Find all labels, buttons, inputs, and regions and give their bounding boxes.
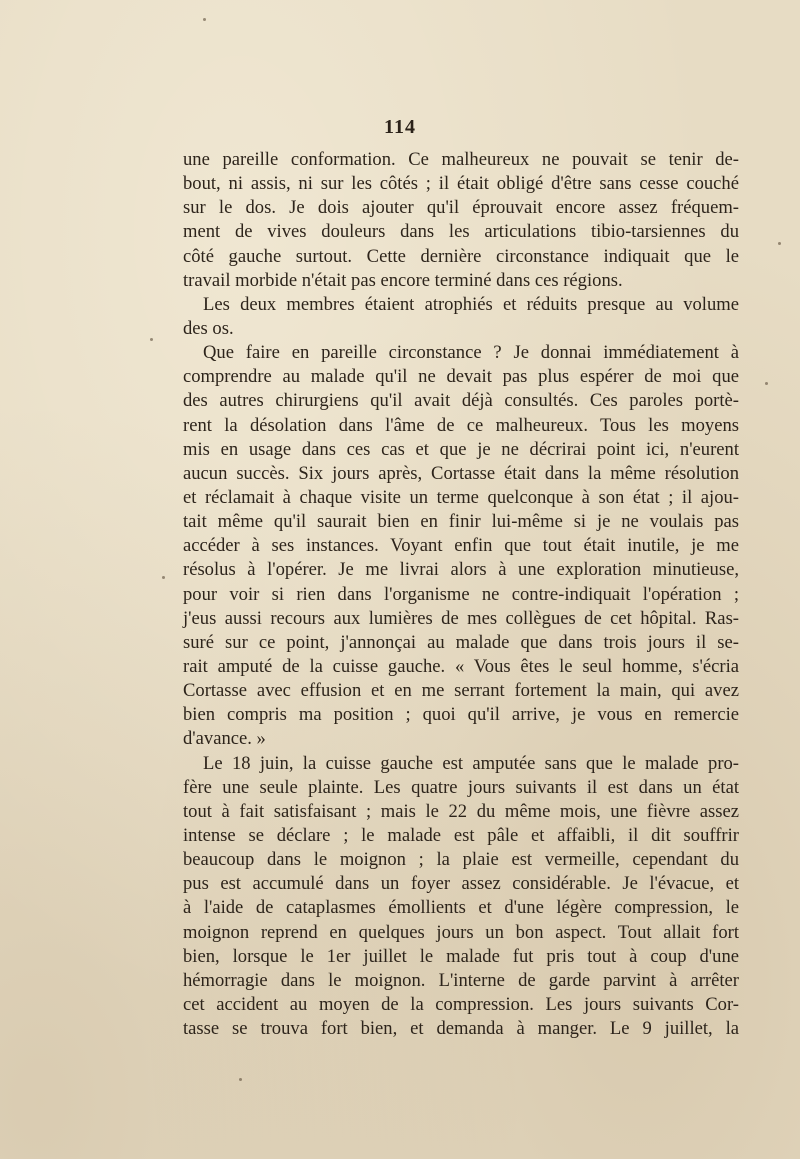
paper-speck <box>203 18 206 21</box>
body-text <box>183 148 739 1041</box>
text-line: beaucoup dans le moignon ; la plaie est vermeille, cependant du <box>183 849 739 871</box>
text-line: tout à fait satisfaisant ; mais le 22 du même mois, une fièvre assez <box>183 800 739 822</box>
text-line: j'eus aussi recours aux lumières de mes collègues de cet hôpital. Ras- <box>183 607 739 629</box>
paper-speck <box>239 1078 242 1081</box>
paper-speck <box>765 382 768 385</box>
text-line: des os. <box>183 317 234 339</box>
text-line: résolus à l'opérer. Je me livrai alors à une exploration minutieuse, <box>183 559 739 581</box>
text-line: d'avance. » <box>183 728 266 750</box>
text-line: tait même qu'il saurait bien en finir lui-même si je ne voulais pas <box>183 511 739 533</box>
text-line: bout, ni assis, ni sur les côtés ; il était obligé d'être sans cesse couché <box>183 173 739 195</box>
text-line: une pareille conformation. Ce malheureux ne pouvait se tenir de- <box>183 149 739 170</box>
text-line: à l'aide de cataplasmes émollients et d'une légère compression, le <box>183 897 739 919</box>
text-line: Les deux membres étaient atrophiés et réduits presque au volume <box>203 293 739 315</box>
text-line: moignon reprend en quelques jours un bon aspect. Tout allait fort <box>183 921 739 943</box>
text-line: Le 18 juin, la cuisse gauche est amputée sans que le malade pro- <box>203 752 739 774</box>
paper-speck <box>150 338 153 341</box>
text-line: travail morbide n'était pas encore terminé dans ces régions. <box>183 269 623 291</box>
text-line: bien, lorsque le 1er juillet le malade fut pris tout à coup d'une <box>183 945 739 967</box>
page-number: 114 <box>384 116 416 138</box>
text-line: des autres chirurgiens qu'il avait déjà consultés. Ces paroles portè- <box>183 390 739 412</box>
text-line: cet accident au moyen de la compression. Les jours suivants Cor- <box>183 993 739 1015</box>
paper-speck <box>162 576 165 579</box>
text-line: accéder à ses instances. Voyant enfin que tout était inutile, je me <box>183 535 739 557</box>
text-line: hémorragie dans le moignon. L'interne de garde parvint à arrêter <box>183 969 739 991</box>
text-line: côté gauche surtout. Cette dernière circonstance indiquait que le <box>183 245 739 267</box>
text-line: rait amputé de la cuisse gauche. « Vous êtes le seul homme, s'écria <box>183 655 739 677</box>
text-line: pour voir si rien dans l'organisme ne contre-indiquait l'opération ; <box>183 583 739 605</box>
text-line: fère une seule plainte. Les quatre jours suivants il est dans un état <box>183 776 739 798</box>
text-line: tasse se trouva fort bien, et demanda à manger. Le 9 juillet, la <box>183 1018 739 1040</box>
text-line: rent la désolation dans l'âme de ce malheureux. Tous les moyens <box>183 414 739 436</box>
text-line: aucun succès. Six jours après, Cortasse était dans la même résolution <box>183 462 739 484</box>
text-line: mis en usage dans ces cas et que je ne décrirai point ici, n'eurent <box>183 438 739 460</box>
text-line: sur le dos. Je dois ajouter qu'il éprouvait encore assez fréquem- <box>183 197 739 219</box>
text-line: suré sur ce point, j'annonçai au malade que dans trois jours il se- <box>183 631 739 653</box>
text-line: pus est accumulé dans un foyer assez considérable. Je l'évacue, et <box>183 873 739 895</box>
text-line: intense se déclare ; le malade est pâle et affaibli, il dit souffrir <box>183 824 739 846</box>
text-line: ment de vives douleurs dans les articulations tibio-tarsiennes du <box>183 221 739 243</box>
text-line: et réclamait à chaque visite un terme quelconque à son état ; il ajou- <box>183 486 739 508</box>
text-line: comprendre au malade qu'il ne devait pas plus espérer de moi que <box>183 366 739 388</box>
paper-speck <box>778 242 781 245</box>
text-line: Que faire en pareille circonstance ? Je donnai immédiatement à <box>203 342 739 364</box>
text-line: Cortasse avec effusion et en me serrant fortement la main, qui avez <box>183 680 739 702</box>
text-line: bien compris ma position ; quoi qu'il arrive, je vous en remercie <box>183 704 739 726</box>
